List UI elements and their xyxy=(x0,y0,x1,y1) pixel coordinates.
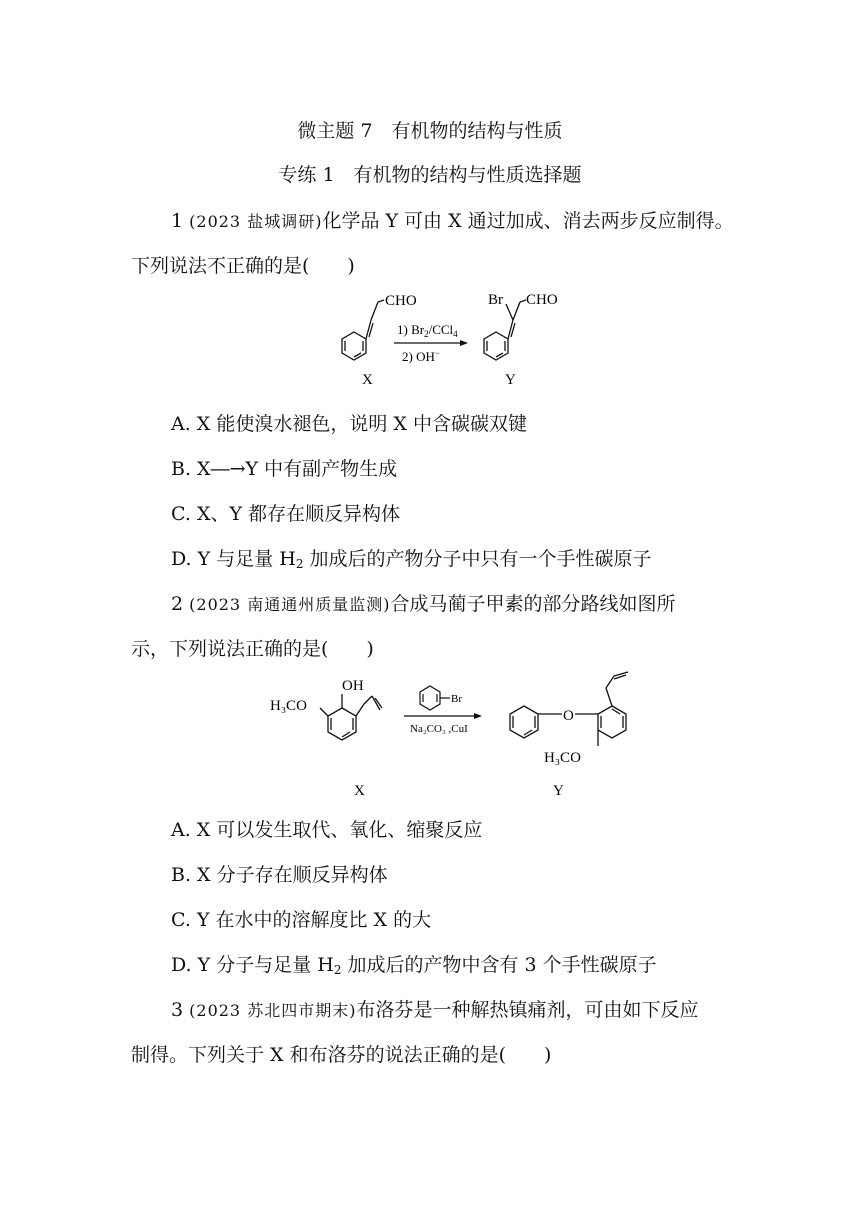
y-aryl-ring xyxy=(598,672,628,746)
y-phenyl-ring xyxy=(510,706,598,738)
section-subtitle: 专练 1 有机物的结构与性质选择题 xyxy=(278,164,582,186)
label-x-2: X xyxy=(354,783,365,799)
y-o-label: O xyxy=(563,708,574,724)
x-cho-label: CHO xyxy=(385,293,417,309)
question-3-line-1 xyxy=(171,995,698,1022)
question-2-option-d: D. Y 分子与足量 $H_2$ 加成后的产物中含有 3 个手性碳原子 xyxy=(171,954,657,977)
reaction-arrowhead-1 xyxy=(460,340,468,346)
x-h3co-label: H₃CO xyxy=(270,698,307,714)
question-2-source: (2023 南通通州质量监测) xyxy=(189,595,391,614)
reagent-br-label: Br xyxy=(451,693,462,705)
x-phenol-ring xyxy=(320,694,382,740)
label-x: X xyxy=(362,372,373,388)
question-2-stem-1: 合成马蔺子甲素的部分路线如图所 xyxy=(390,593,676,615)
y-br-label: Br xyxy=(488,292,503,308)
question-1-option-d: D. Y 与足量 $H_2$ 加成后的产物分子中只有一个手性碳原子 xyxy=(171,548,652,571)
question-3-stem-2: 制得。下列关于 X 和布洛芬的说法正确的是( ) xyxy=(131,1044,552,1066)
y-h3co-label: H₃CO xyxy=(544,750,581,766)
reagent-ring xyxy=(420,686,450,710)
question-2-line-1 xyxy=(171,589,675,616)
label-y: Y xyxy=(505,372,516,388)
question-3-number: 3 xyxy=(171,999,184,1021)
question-2-number: 2 xyxy=(171,593,184,615)
question-1-reaction-scheme xyxy=(330,286,580,398)
question-2-reaction-scheme xyxy=(262,668,662,807)
question-1-option-a: A. X 能使溴水褪色，说明 X 中含碳碳双键 xyxy=(171,413,527,435)
section-title: 微主题 7 有机物的结构与性质 xyxy=(297,120,563,142)
y-benzene-ring xyxy=(484,332,508,360)
question-1-stem-1: 化学品 Y 可由 X 通过加成、消去两步反应制得。 xyxy=(322,210,734,232)
y-cho-label: CHO xyxy=(526,292,558,308)
x-benzene-ring xyxy=(342,332,366,360)
question-2-stem-2: 示，下列说法正确的是( ) xyxy=(131,638,374,660)
question-2-option-b: B. X 分子存在顺反异构体 xyxy=(171,864,388,886)
question-1-stem-2: 下列说法不正确的是( ) xyxy=(131,255,355,277)
x-side-chain xyxy=(366,300,384,339)
question-2-option-a: A. X 可以发生取代、氧化、缩聚反应 xyxy=(171,819,483,841)
condition-2: 2) OH− xyxy=(402,348,440,364)
question-1-line-1 xyxy=(171,206,734,233)
question-1-source: (2023 盐城调研) xyxy=(189,212,323,231)
condition-1: 1) $Br_2/CCl_4$ xyxy=(397,322,458,339)
question-3-source: (2023 苏北四市期末) xyxy=(189,1001,357,1020)
question-1-number: 1 xyxy=(171,210,184,232)
question-2-option-c: C. Y 在水中的溶解度比 X 的大 xyxy=(171,909,432,931)
question-1-option-c: C. X、Y 都存在顺反异构体 xyxy=(171,503,401,525)
y-side-chain xyxy=(506,300,526,339)
reaction-arrowhead-2 xyxy=(474,713,482,719)
question-3-stem-1: 布洛芬是一种解热镇痛剂，可由如下反应 xyxy=(356,999,699,1021)
label-y-2: Y xyxy=(553,783,564,799)
question-1-option-b: B. X―→Y 中有副产物生成 xyxy=(171,458,398,480)
reagent-conditions: Na₂CO₃ ,CuI xyxy=(410,723,468,735)
x-oh-label: OH xyxy=(342,678,364,694)
